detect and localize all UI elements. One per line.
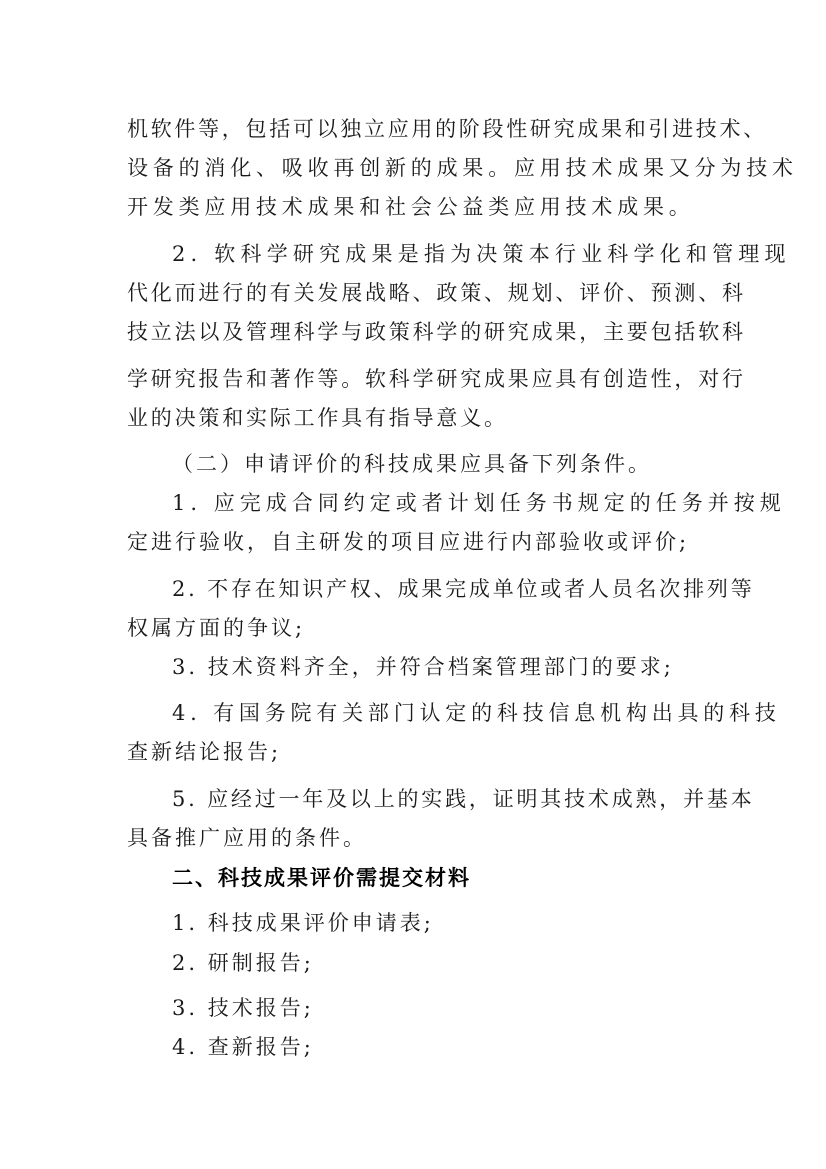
list-item: 3. 技术报告; (172, 996, 314, 1020)
section-heading: 二、科技成果评价需提交材料 (172, 866, 471, 890)
list-item: 1. 科技成果评价申请表; (172, 911, 434, 935)
list-item: 2. 研制报告; (172, 951, 314, 975)
paragraph-line: 1. 应完成合同约定或者计划任务书规定的任务并按规 (172, 491, 786, 515)
paragraph-line: 3. 技术资料齐全，并符合档案管理部门的要求; (172, 655, 674, 679)
paragraph-line: （二）申请评价的科技成果应具备下列条件。 (172, 452, 652, 476)
paragraph-line: 2. 软科学研究成果是指为决策本行业科学化和管理现 (172, 242, 791, 266)
paragraph-line: 具备推广应用的条件。 (127, 826, 367, 850)
paragraph-line: 2. 不存在知识产权、成果完成单位或者人员名次排列等 (172, 577, 755, 601)
paragraph-line: 技立法以及管理科学与政策科学的研究成果，主要包括软科 (127, 320, 746, 344)
paragraph-line: 查新结论报告; (127, 740, 282, 764)
list-item: 4. 查新报告; (172, 1035, 314, 1059)
paragraph-line: 业的决策和实际工作具有指导意义。 (127, 406, 508, 430)
paragraph-line: 开发类应用技术成果和社会公益类应用技术成果。 (127, 195, 695, 219)
paragraph-line: 4. 有国务院有关部门认定的科技信息机构出具的科技 (172, 701, 781, 725)
paragraph-line: 机软件等，包括可以独立应用的阶段性研究成果和引进技术、 (127, 117, 767, 141)
paragraph-line: 设备的消化、吸收再创新的成果。应用技术成果又分为技术 (127, 156, 798, 180)
paragraph-line: 权属方面的争议; (127, 616, 306, 640)
paragraph-line: 学研究报告和著作等。软科学研究成果应具有创造性，对行 (127, 367, 746, 391)
paragraph-line: 代化而进行的有关发展战略、政策、规划、评价、预测、科 (127, 281, 746, 305)
paragraph-line: 5. 应经过一年及以上的实践，证明其技术成熟，并基本 (172, 787, 755, 811)
paragraph-line: 定进行验收，自主研发的项目应进行内部验收或评价; (127, 530, 690, 554)
